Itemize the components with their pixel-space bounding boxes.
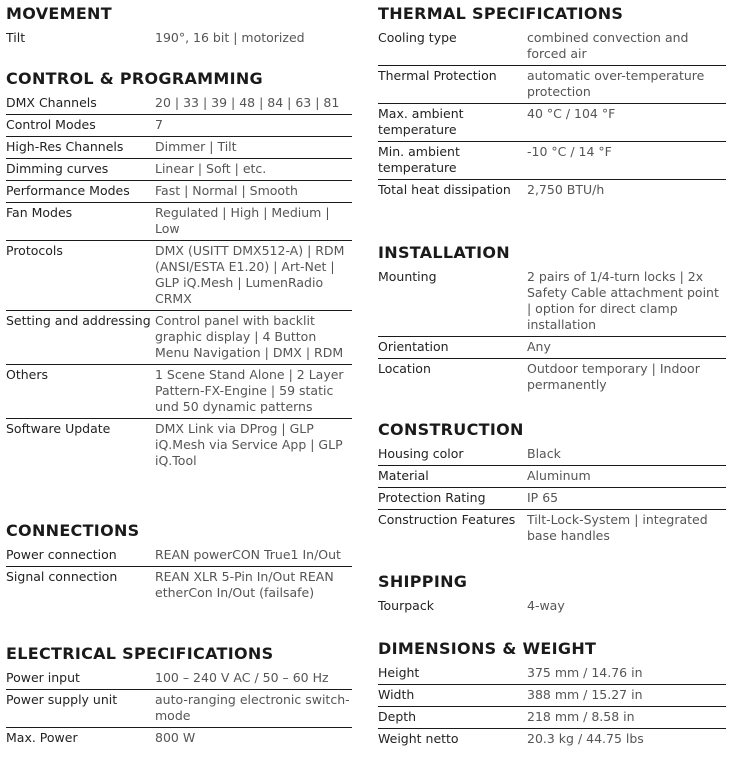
section-installation	[378, 243, 726, 396]
spec-value: 800 W	[155, 730, 196, 745]
spec-rows	[378, 28, 726, 201]
spec-label: DMX Channels	[6, 95, 97, 110]
spec-value: Black	[527, 446, 561, 461]
spec-value: 4-way	[527, 598, 565, 613]
spec-value: 1 Scene Stand Alone | 2 Layer Pattern-FX-Engine | 59 static und 50 dynamic patterns	[155, 367, 344, 414]
spec-rows	[378, 596, 726, 617]
spec-row	[378, 685, 726, 707]
spec-row	[378, 28, 726, 66]
spec-row	[6, 93, 352, 115]
spec-label: Power connection	[6, 547, 117, 562]
spec-label: Total heat dissipation	[378, 182, 511, 197]
section-title: MOVEMENT	[6, 4, 112, 23]
section-title: INSTALLATION	[378, 243, 510, 262]
spec-row	[6, 567, 352, 604]
spec-value: DMX Link via DProg | GLP iQ.Mesh via Service App | GLP iQ.Tool	[155, 421, 343, 468]
spec-value: REAN powerCON True1 In/Out	[155, 547, 341, 562]
spec-label: Depth	[378, 709, 417, 724]
spec-rows	[378, 267, 726, 396]
spec-row	[378, 337, 726, 359]
spec-value: 40 °C / 104 °F	[527, 106, 616, 121]
spec-row	[378, 180, 726, 201]
spec-label: Material	[378, 468, 429, 483]
spec-row	[6, 668, 352, 690]
spec-label: Tilt	[6, 30, 26, 45]
spec-row	[378, 104, 726, 142]
spec-label: Housing color	[378, 446, 464, 461]
spec-value: DMX (USITT DMX512-A) | RDM (ANSI/ESTA E1.20) | Art-Net | GLP iQ.Mesh | LumenRadio CRMX	[155, 243, 345, 306]
spec-value: Control panel with backlit graphic display | 4 Button Menu Navigation | DMX | RDM	[155, 313, 344, 360]
spec-row	[6, 545, 352, 567]
spec-label: Software Update	[6, 421, 111, 436]
spec-value: Aluminum	[527, 468, 591, 483]
section-shipping	[378, 572, 726, 617]
spec-value: Linear | Soft | etc.	[155, 161, 267, 176]
spec-rows	[6, 668, 352, 749]
spec-rows	[6, 93, 352, 472]
section-thermal-specifications	[378, 4, 726, 201]
section-title: CONTROL & PROGRAMMING	[6, 69, 263, 88]
spec-label: Performance Modes	[6, 183, 130, 198]
spec-label: Others	[6, 367, 49, 382]
spec-row	[378, 510, 726, 547]
spec-row	[378, 444, 726, 466]
spec-value: Any	[527, 339, 551, 354]
spec-label: Min. ambient temperature	[378, 144, 460, 175]
spec-value: 2 pairs of 1/4-turn locks | 2x Safety Cable attachment point | option for direct clamp installation	[527, 269, 719, 332]
section-connections	[6, 521, 352, 604]
spec-label: Width	[378, 687, 415, 702]
section-construction	[378, 420, 726, 547]
spec-row	[378, 142, 726, 180]
spec-row	[378, 66, 726, 104]
spec-value: Fast | Normal | Smooth	[155, 183, 298, 198]
section-title: DIMENSIONS & WEIGHT	[378, 639, 597, 658]
section-dimensions-weight	[378, 639, 726, 750]
spec-value: REAN XLR 5-Pin In/Out REAN etherCon In/Out (failsafe)	[155, 569, 334, 600]
spec-rows	[378, 663, 726, 750]
spec-label: Power supply unit	[6, 692, 118, 707]
spec-row	[6, 28, 352, 49]
spec-row	[6, 203, 352, 241]
spec-label: Max. ambient temperature	[378, 106, 464, 137]
section-movement	[6, 4, 352, 49]
spec-value: 20 | 33 | 39 | 48 | 84 | 63 | 81	[155, 95, 340, 110]
spec-label: Tourpack	[378, 598, 434, 613]
spec-label: Control Modes	[6, 117, 96, 132]
spec-value: automatic over-temperature protection	[527, 68, 705, 99]
spec-label: Location	[378, 361, 431, 376]
spec-rows	[6, 545, 352, 604]
spec-row	[378, 663, 726, 685]
spec-row	[378, 596, 726, 617]
spec-row	[6, 419, 352, 472]
spec-row	[6, 241, 352, 311]
spec-row	[6, 137, 352, 159]
spec-value: 100 – 240 V AC / 50 – 60 Hz	[155, 670, 329, 685]
spec-value: combined convection and forced air	[527, 30, 689, 61]
spec-row	[6, 181, 352, 203]
spec-label: Cooling type	[378, 30, 457, 45]
section-control-programming	[6, 69, 352, 472]
spec-label: Thermal Protection	[378, 68, 497, 83]
spec-rows	[6, 28, 352, 49]
spec-label: Protection Rating	[378, 490, 486, 505]
spec-value: 190°, 16 bit | motorized	[155, 30, 305, 45]
section-electrical-specifications	[6, 644, 352, 749]
spec-label: Dimming curves	[6, 161, 109, 176]
spec-row	[6, 115, 352, 137]
spec-label: High-Res Channels	[6, 139, 124, 154]
spec-row	[6, 365, 352, 419]
spec-value: Regulated | High | Medium | Low	[155, 205, 330, 236]
spec-row	[6, 690, 352, 728]
spec-label: Max. Power	[6, 730, 78, 745]
spec-value: 388 mm / 15.27 in	[527, 687, 643, 702]
section-title: CONNECTIONS	[6, 521, 140, 540]
spec-label: Weight netto	[378, 731, 459, 746]
spec-label: Orientation	[378, 339, 449, 354]
spec-row	[378, 488, 726, 510]
spec-label: Height	[378, 665, 420, 680]
spec-label: Construction Features	[378, 512, 516, 527]
spec-value: -10 °C / 14 °F	[527, 144, 612, 159]
section-title: ELECTRICAL SPECIFICATIONS	[6, 644, 274, 663]
spec-rows	[378, 444, 726, 547]
spec-value: Outdoor temporary | Indoor permanently	[527, 361, 700, 392]
spec-row	[378, 267, 726, 337]
spec-value: 375 mm / 14.76 in	[527, 665, 643, 680]
spec-row	[378, 359, 726, 396]
spec-row	[6, 311, 352, 365]
spec-value: auto-ranging electronic switch-mode	[155, 692, 350, 723]
spec-row	[378, 729, 726, 750]
spec-label: Setting and addressing	[6, 313, 151, 328]
spec-label: Mounting	[378, 269, 437, 284]
spec-label: Signal connection	[6, 569, 118, 584]
spec-row	[378, 466, 726, 488]
spec-label: Protocols	[6, 243, 63, 258]
spec-row	[6, 159, 352, 181]
spec-value: 218 mm / 8.58 in	[527, 709, 635, 724]
spec-value: 7	[155, 117, 163, 132]
spec-label: Power input	[6, 670, 80, 685]
section-title: CONSTRUCTION	[378, 420, 524, 439]
spec-value: 20.3 kg / 44.75 lbs	[527, 731, 644, 746]
section-title: THERMAL SPECIFICATIONS	[378, 4, 624, 23]
spec-value: 2,750 BTU/h	[527, 182, 605, 197]
spec-row	[378, 707, 726, 729]
section-title: SHIPPING	[378, 572, 468, 591]
spec-value: IP 65	[527, 490, 559, 505]
spec-row	[6, 728, 352, 749]
spec-label: Fan Modes	[6, 205, 73, 220]
spec-value: Dimmer | Tilt	[155, 139, 237, 154]
spec-value: Tilt-Lock-System | integrated base handles	[527, 512, 708, 543]
